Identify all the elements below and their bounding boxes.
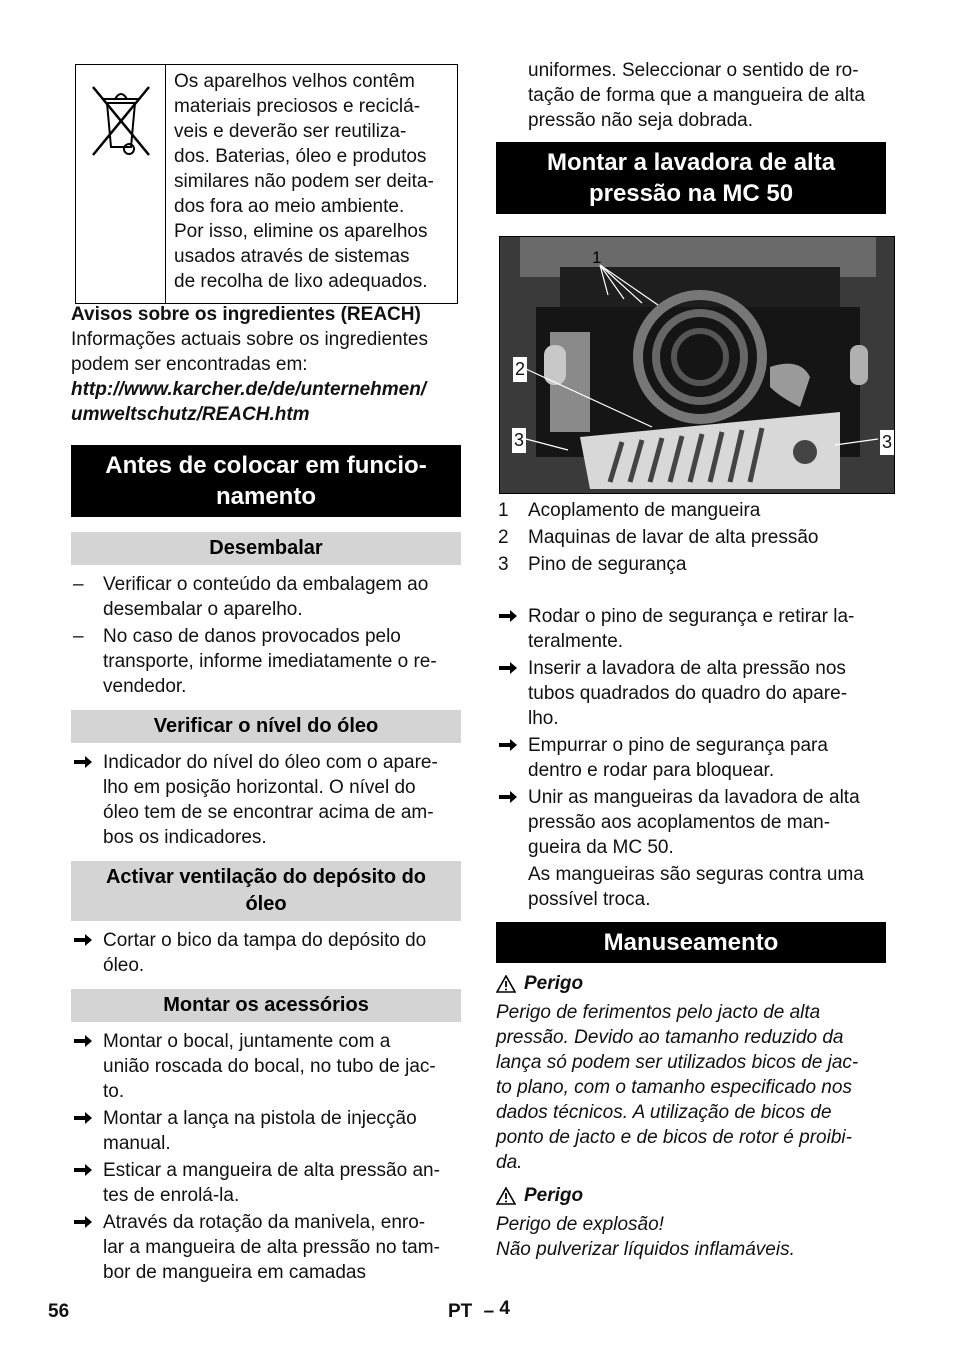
text-line: Rodar o pino de segurança e retirar la- bbox=[528, 606, 855, 627]
legend-item bbox=[496, 525, 886, 550]
text-line: veis e deverão ser reutiliza- bbox=[174, 121, 407, 142]
text-line: lança só podem ser utilizados bicos de jac- bbox=[496, 1052, 859, 1073]
text-line: Por isso, elimine os aparelhos bbox=[174, 221, 428, 242]
step-item bbox=[496, 733, 886, 783]
arrow-right-icon bbox=[73, 1110, 93, 1126]
reach-title: Avisos sobre os ingredientes (REACH) bbox=[71, 304, 421, 325]
page-number: 56 bbox=[48, 1301, 70, 1322]
list-item bbox=[71, 928, 461, 978]
list-item bbox=[71, 1106, 461, 1156]
text-line: Montar o bocal, juntamente com a bbox=[103, 1031, 391, 1052]
callout-1: 1 bbox=[592, 248, 602, 267]
reach-link-line: umweltschutz/REACH.htm bbox=[71, 404, 310, 425]
photo-legend bbox=[496, 498, 886, 577]
arrow-right-icon bbox=[498, 660, 518, 676]
section-mount-title bbox=[496, 142, 886, 214]
text-line: uniformes. Seleccionar o sentido de ro- bbox=[528, 60, 859, 81]
list-item bbox=[71, 572, 461, 622]
desembalar-list bbox=[71, 572, 461, 699]
footer-sub: 4 bbox=[499, 1298, 510, 1319]
list-item bbox=[71, 1029, 461, 1104]
mount-steps bbox=[496, 604, 886, 860]
text-line: óleo tem de se encontrar acima de am- bbox=[103, 802, 434, 823]
legend-number: 2 bbox=[498, 527, 509, 548]
warning-triangle-icon bbox=[496, 1187, 516, 1205]
text-line: vendedor. bbox=[103, 676, 187, 697]
text-line: pressão não seja dobrada. bbox=[528, 110, 753, 131]
text-line: Inserir a lavadora de alta pressão nos bbox=[528, 658, 846, 679]
ventilation-list bbox=[71, 928, 461, 978]
text-line: dos. Baterias, óleo e produtos bbox=[174, 146, 427, 167]
text-line: pressão aos acoplamentos de man- bbox=[528, 812, 831, 833]
text-line: No caso de danos provocados pelo bbox=[103, 626, 401, 647]
text-line: dos fora ao meio ambiente. bbox=[174, 196, 405, 217]
dash-marker: – bbox=[73, 626, 84, 647]
subsection-desembalar-title: Desembalar bbox=[71, 532, 461, 565]
text-line: pressão. Devido ao tamanho reduzido da bbox=[496, 1027, 844, 1048]
text-line: lar a mangueira de alta pressão no tam- bbox=[103, 1237, 440, 1258]
text-line: Informações actuais sobre os ingredientes bbox=[71, 329, 428, 350]
section-handling-title: Manuseamento bbox=[496, 922, 886, 963]
text-line: Cortar o bico da tampa do depósito do bbox=[103, 930, 427, 951]
legend-text: Maquinas de lavar de alta pressão bbox=[528, 527, 819, 548]
text-line: dentro e rodar para bloquear. bbox=[528, 760, 775, 781]
footer-lang bbox=[448, 1299, 510, 1324]
handling-warnings bbox=[496, 971, 886, 1262]
text-line: podem ser encontradas em: bbox=[71, 354, 308, 375]
text-line: namento bbox=[215, 483, 316, 510]
mc50-mount-photo bbox=[499, 236, 895, 494]
text-line: Perigo de ferimentos pelo jacto de alta bbox=[496, 1002, 821, 1023]
text-line: lho. bbox=[528, 708, 559, 729]
callout-3-left: 3 bbox=[512, 428, 526, 453]
legend-text: Pino de segurança bbox=[528, 554, 687, 575]
text-line: Não pulverizar líquidos inflamáveis. bbox=[496, 1239, 795, 1260]
oil-level-list bbox=[71, 750, 461, 850]
text-line: Montar a lavadora de alta bbox=[546, 149, 836, 176]
list-item bbox=[71, 1210, 461, 1285]
list-item bbox=[71, 624, 461, 699]
text-line: Empurrar o pino de segurança para bbox=[528, 735, 828, 756]
arrow-right-icon bbox=[73, 754, 93, 770]
text-line: pressão na MC 50 bbox=[588, 180, 794, 207]
text-line: Através da rotação da manivela, enro- bbox=[103, 1212, 426, 1233]
step-item bbox=[496, 604, 886, 654]
text-line: de recolha de lixo adequados. bbox=[174, 271, 428, 292]
text-line: usados através de sistemas bbox=[174, 246, 410, 267]
text-line: ponto de jacto e de bicos de rotor é proibi- bbox=[496, 1127, 852, 1148]
text-line: desembalar o aparelho. bbox=[103, 599, 303, 620]
text-line: Montar a lança na pistola de injecção bbox=[103, 1108, 417, 1129]
text-line: Perigo de explosão! bbox=[496, 1214, 664, 1235]
warning-text bbox=[496, 1212, 886, 1262]
callout-2: 2 bbox=[513, 357, 527, 382]
legend-number: 3 bbox=[498, 554, 509, 575]
step-item bbox=[496, 656, 886, 731]
legend-text: Acoplamento de mangueira bbox=[528, 500, 761, 521]
subsection-oil-level-title: Verificar o nível do óleo bbox=[71, 710, 461, 743]
text-line: teralmente. bbox=[528, 631, 624, 652]
text-line: to. bbox=[103, 1081, 125, 1102]
text-line: óleo bbox=[245, 893, 287, 915]
accessories-list bbox=[71, 1029, 461, 1285]
section-before-title bbox=[71, 445, 461, 517]
subsection-accessories-title: Montar os acessórios bbox=[71, 989, 461, 1022]
arrow-right-icon bbox=[73, 1214, 93, 1230]
reach-link[interactable] bbox=[71, 377, 461, 427]
warning-title bbox=[496, 971, 886, 996]
text-line: tes de enrolá-la. bbox=[103, 1185, 240, 1206]
text-line: da. bbox=[496, 1152, 523, 1173]
warning-text bbox=[496, 1000, 886, 1175]
footer-lang-code: PT bbox=[448, 1301, 473, 1322]
text-line: materiais preciosos e reciclá- bbox=[174, 96, 421, 117]
text-line: gueira da MC 50. bbox=[528, 837, 674, 858]
text-line: transporte, informe imediatamente o re- bbox=[103, 651, 437, 672]
warning-label: Perigo bbox=[524, 1185, 584, 1206]
text-line: Antes de colocar em funcio- bbox=[105, 452, 427, 479]
machine-illustration bbox=[500, 237, 895, 494]
text-line: bos os indicadores. bbox=[103, 827, 267, 848]
text-line: tubos quadrados do quadro do apare- bbox=[528, 683, 848, 704]
mount-note bbox=[496, 862, 886, 912]
text-line: união roscada do bocal, no tubo de jac- bbox=[103, 1056, 436, 1077]
left-column bbox=[71, 302, 461, 1287]
text-line: possível troca. bbox=[528, 889, 651, 910]
right-column-lower bbox=[496, 498, 886, 1262]
recycle-icon-cell bbox=[76, 65, 166, 303]
warning-triangle-icon bbox=[496, 975, 516, 993]
reach-link-line: http://www.karcher.de/de/unternehmen/ bbox=[71, 379, 427, 400]
text-line: Indicador do nível do óleo com o apare- bbox=[103, 752, 438, 773]
text-line: similares não podem ser deita- bbox=[174, 171, 434, 192]
legend-number: 1 bbox=[498, 500, 509, 521]
callout-3-right: 3 bbox=[880, 430, 894, 455]
warning-title bbox=[496, 1183, 886, 1208]
text-line: manual. bbox=[103, 1133, 171, 1154]
text-line: Verificar o conteúdo da embalagem ao bbox=[103, 574, 429, 595]
arrow-right-icon bbox=[73, 932, 93, 948]
list-item bbox=[71, 1158, 461, 1208]
accessories-continuation bbox=[496, 58, 886, 133]
subsection-ventilation-title bbox=[71, 861, 461, 921]
reach-text bbox=[71, 327, 461, 377]
text-line: dados técnicos. A utilização de bicos de bbox=[496, 1102, 832, 1123]
right-column bbox=[496, 58, 886, 214]
warning-label: Perigo bbox=[524, 973, 584, 994]
list-item bbox=[71, 750, 461, 850]
text-line: bor de mangueira em camadas bbox=[103, 1262, 366, 1283]
dash-marker: – bbox=[73, 574, 84, 595]
text-line: Unir as mangueiras da lavadora de alta bbox=[528, 787, 860, 808]
arrow-right-icon bbox=[498, 789, 518, 805]
arrow-right-icon bbox=[73, 1162, 93, 1178]
text-line: tação de forma que a mangueira de alta bbox=[528, 85, 865, 106]
legend-item bbox=[496, 552, 886, 577]
crossed-out-bin-icon bbox=[89, 83, 153, 159]
text-line: lho em posição horizontal. O nível do bbox=[103, 777, 416, 798]
legend-item bbox=[496, 498, 886, 523]
arrow-right-icon bbox=[498, 737, 518, 753]
text-line: to plano, com o tamanho especificado nos bbox=[496, 1077, 852, 1098]
arrow-right-icon bbox=[73, 1033, 93, 1049]
text-line: óleo. bbox=[103, 955, 145, 976]
text-line: As mangueiras são seguras contra uma bbox=[528, 864, 864, 885]
footer-sep: – bbox=[483, 1301, 495, 1322]
recycling-notice bbox=[75, 64, 458, 304]
recycling-text bbox=[166, 65, 440, 303]
text-line: Esticar a mangueira de alta pressão an- bbox=[103, 1160, 440, 1181]
text-line: Os aparelhos velhos contêm bbox=[174, 71, 415, 92]
text-line: Activar ventilação do depósito do bbox=[105, 866, 427, 888]
arrow-right-icon bbox=[498, 608, 518, 624]
step-item bbox=[496, 785, 886, 860]
